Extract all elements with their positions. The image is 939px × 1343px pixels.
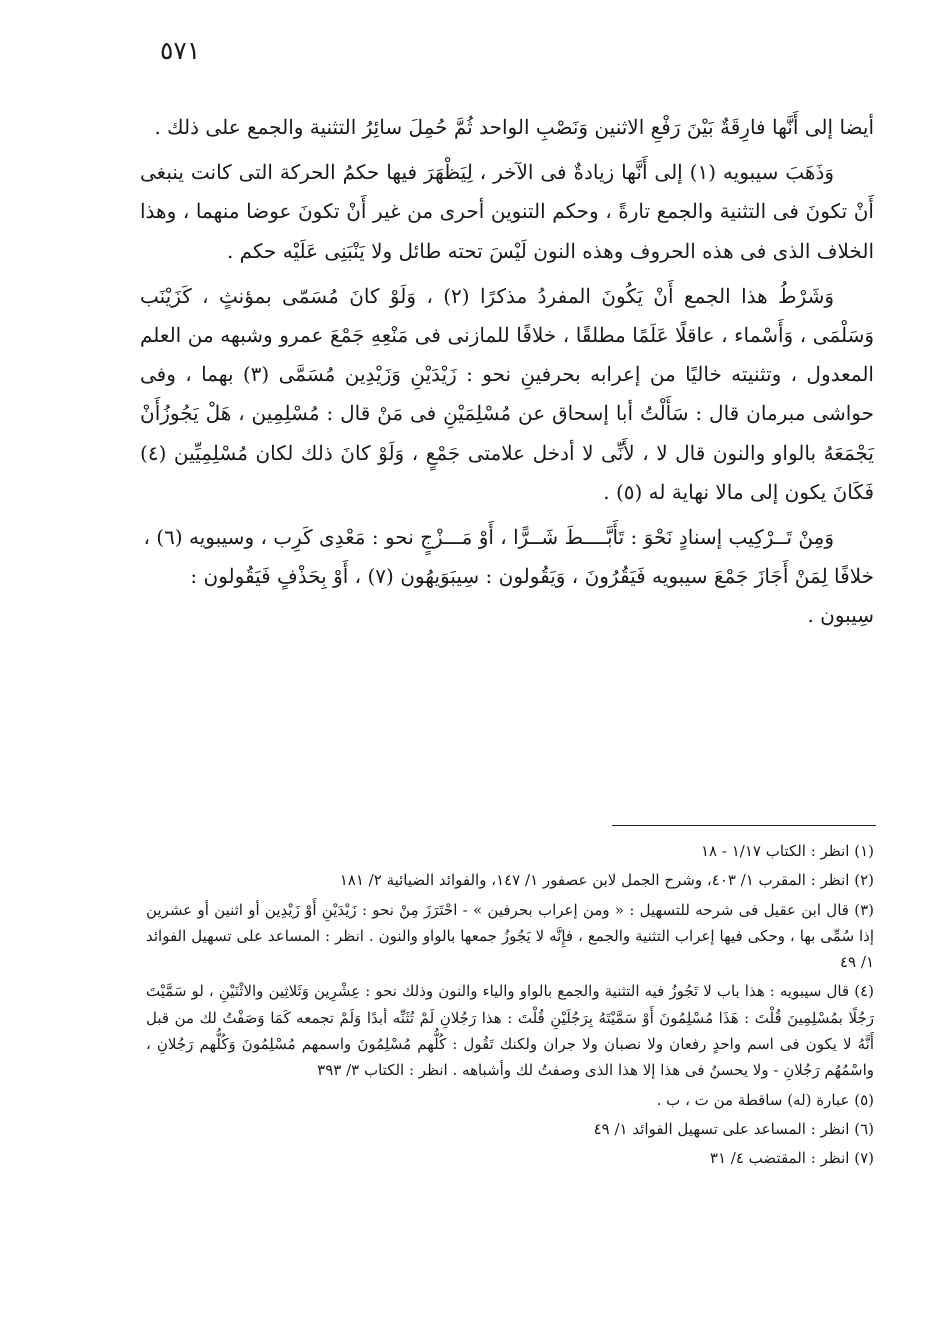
page-number: ٥٧١ (160, 36, 201, 65)
footnote: (٧) انظر : المقتضب ٤/ ٣١ (709, 1149, 874, 1168)
footnote: (٢) انظر : المقرب ١/ ٤٠٣، وشرح الجمل لابن عصفور ١/ ١٤٧، والفوائد الضيائية ٢/ ١٨١ (339, 871, 874, 890)
footnote: (٥) عبارة (له) ساقطة من ت ، ب . (656, 1090, 874, 1109)
footnote: (٦) انظر : المساعد على تسهيل الفوائد ١/ ٤٩ (593, 1119, 874, 1138)
paragraph: وَشَرْطُ هذا الجمع أَنْ يَكُونَ المفردُ مذكرًا (٢) ، وَلَوْ كانَ مُسَمّى بمؤنثٍ ، كَزَيْنَب وَسَلْمَى ، وَأَسْماء ، عاقلًا عَلَمًا مطلقًا ، خلافًا للمازنى فى مَنْعِهِ جَمْعَ عمرو وشبهه من العلم المعدول ، وتثنيته خاليًا من إعرابه بحرفينِ نحو : زَيْدَيْنِ وَزَيْدِين مُسَمَّى (٣) بهما ، وفى حواشى مبرمان قال : سَأَلْتُ أبا إسحاق عن مُسْلِمَيْنِ فى مَنْ قال : مُسْلِمِين ، هَلْ يَجُوزُأَنْ يَجْمَعَهُ بالواو والنون قال لا ، لأَنِّى لا أدخل علامتى جَمْعٍ ، وَلَوْ كانَ ذلك لكان مُسْلِمِيِّين (٤) فَكَانَ يكون إلى مالا نهاية له (٥) . (140, 283, 874, 504)
footnotes (146, 838, 874, 1175)
paragraph: وَذَهَبَ سيبويه (١) إلى أَنَّها زيادةٌ فى الآخر ، لِيَظْهَرَ فيها حكمُ الحركة التى كانت ينبغى أَنْ تكونَ فى التثنية والجمع تارةً ، وحكم التنوين أحرى من غير أَنْ تكونَ عوضا منهما ، وهذا الخلاف الذى فى هذه الحروف وهذه النون لَيْسَ تحته طائل ولا يَنْبَنِى عَلَيْه حكم . (140, 160, 874, 263)
footnote: (١) انظر : الكتاب ١/١٧ - ١٨ (700, 842, 874, 860)
paragraph: أيضا إلى أَنَّها فارِقَةٌ بَيْنَ رَفْعِ الاثنين وَنَصْبِ الواحد ثُمَّ حُمِلَ سائِرُ التثنية والجمع على ذلك . (154, 115, 874, 139)
footnote-separator (612, 825, 876, 826)
footnote: (٣) قال ابن عقيل فى شرحه للتسهيل : « ومن إعراب بحرفين » - احْتَرَزَ مِنْ نحو : زَيْدَيْنِ أَوْ زَيْدِين أو اثنين أو عشرين إذا سُمِّى بها ، وحكى فيها إعراب التثنية والجمع ، فإِنَّه لا يَجُوزُ جمعها بالواو والنون . انظر : المساعد على تسهيل الفوائد ١/ ٤٩ (146, 900, 874, 972)
footnote: (٤) قال سيبويه : هذا باب لا تَجُوزُ فيه التثنية والجمع بالواو والياء والنون وذلك نحو : عِشْرِين وَثَلاثِين والاثْنَيْنِ ، لو سَمَّيْتَ رَجُلًا بمُسْلِمِينَ قُلْتَ : هَذَا مُسْلِمُونَ أَوْ سَمَّيْتَهُ بِرَجُلَيْنِ قُلْتَ : هذا رَجُلانِ لَمْ تُثَنِّه أبدًا وَلَمْ تجمعه كَمَا وَصَفْتُ لك من قبل أَنَّهُ لا يكون فى اسم واحدٍ رفعان ولا نصبان ولا جران ولكنك تَقُول : كُلُّهم مُسْلِمُونَ واسمهم مُسْلِمُونَ وَكُلُّهم رَجُلانِ ، واسْمُهُم رَجُلانِ - ولا يحسنُ فى هذا إلا هذا الذى وصفتُ لك وأشباهه . انظر : الكتاب ٣/ ٣٩٣ (146, 982, 874, 1080)
paragraph: وَمِنْ تَــرْكِيب إسنادٍ نَحْوَ : تَأَبَّــــطَ شَــرًّا ، أَوْ مَـــزْجٍ نحو : مَعْدِى كَرِب ، وسيبويه (٦) ، خلافًا لِمَنْ أَجَازَ جَمْعَ سيبويه فَيَقُرُونَ ، وَيَقُولون : سِيبَوَيهُون (٧) ، أَوْ بِحَذْفٍ فَيَقُولون : سِيبون . (143, 525, 874, 628)
main-text (140, 108, 874, 642)
